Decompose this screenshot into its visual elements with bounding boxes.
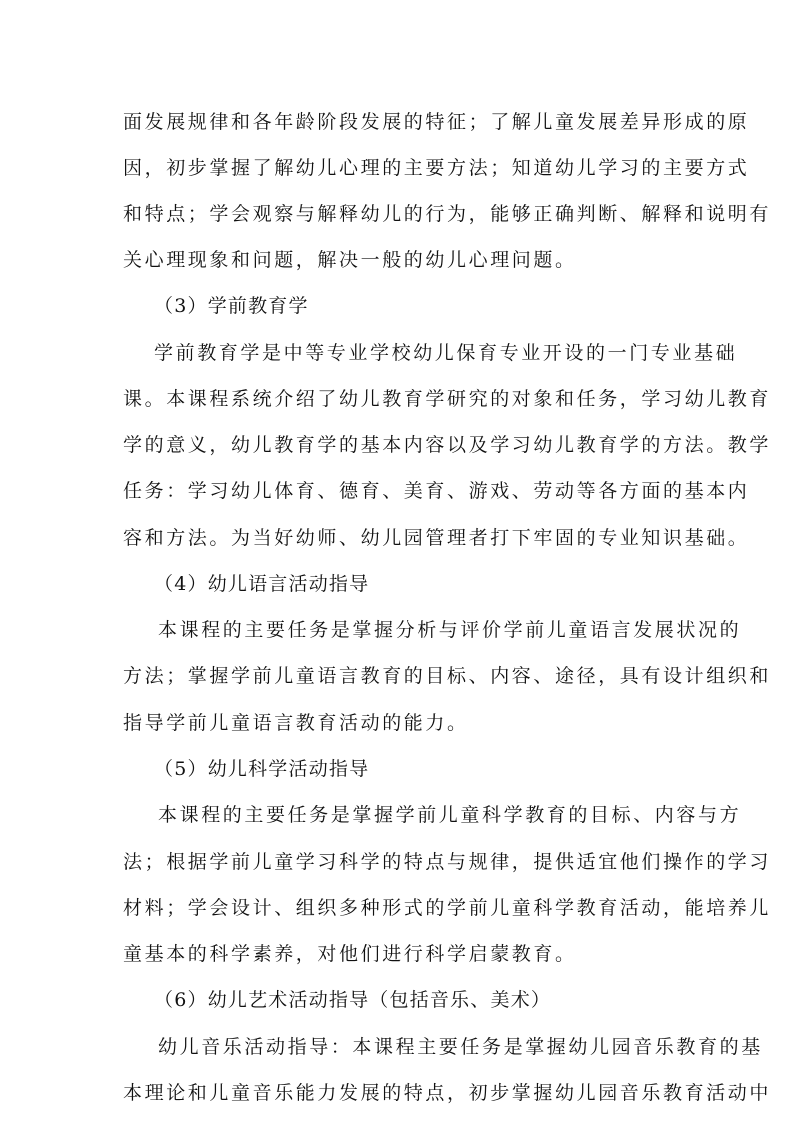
- paragraph-line: 任务：学习幼儿体育、德育、美育、游戏、劳动等各方面的基本内: [123, 480, 750, 502]
- paragraph-line: 课。本课程系统介绍了幼儿教育学研究的对象和任务，学习幼儿教育: [123, 388, 772, 410]
- section-heading: （3）学前教育学: [154, 295, 309, 317]
- paragraph-line: 关心理现象和问题，解决一般的幼儿心理问题。: [123, 249, 577, 271]
- paragraph-line: 本理论和儿童音乐能力发展的特点，初步掌握幼儿园音乐教育活动中: [123, 1082, 772, 1104]
- section-heading: （4）幼儿语言活动指导: [154, 573, 370, 595]
- paragraph-line: 本课程的主要任务是掌握分析与评价学前儿童语言发展状况的: [158, 619, 742, 641]
- paragraph-line: 因，初步掌握了解幼儿心理的主要方法；知道幼儿学习的主要方式: [123, 157, 750, 179]
- paragraph-line: 本课程的主要任务是掌握学前儿童科学教育的目标、内容与方: [158, 804, 742, 826]
- paragraph-line: 材料；学会设计、组织多种形式的学前儿童科学教育活动，能培养儿: [123, 897, 772, 919]
- paragraph-line: 幼儿音乐活动指导：本课程主要任务是掌握幼儿园音乐教育的基: [158, 1036, 763, 1058]
- paragraph-line: 童基本的科学素养，对他们进行科学启蒙教育。: [123, 943, 577, 965]
- paragraph-line: 和特点；学会观察与解释幼儿的行为，能够正确判断、解释和说明有: [123, 203, 772, 225]
- paragraph-line: 法；根据学前儿童学习科学的特点与规律，提供适宜他们操作的学习: [123, 851, 772, 873]
- paragraph-line: 容和方法。为当好幼师、幼儿园管理者打下牢固的专业知识基础。: [123, 527, 750, 549]
- paragraph-line: 学的意义，幼儿教育学的基本内容以及学习幼儿教育学的方法。教学: [123, 434, 772, 456]
- section-heading: （6）幼儿艺术活动指导（包括音乐、美术）: [154, 989, 552, 1011]
- paragraph-line: 方法；掌握学前儿童语言教育的目标、内容、途径，具有设计组织和: [123, 665, 772, 687]
- paragraph-line: 学前教育学是中等专业学校幼儿保育专业开设的一门专业基础: [154, 342, 738, 364]
- paragraph-line: 面发展规律和各年龄阶段发展的特征；了解儿童发展差异形成的原: [123, 111, 750, 133]
- paragraph-line: 指导学前儿童语言教育活动的能力。: [123, 712, 469, 734]
- section-heading: （5）幼儿科学活动指导: [154, 758, 370, 780]
